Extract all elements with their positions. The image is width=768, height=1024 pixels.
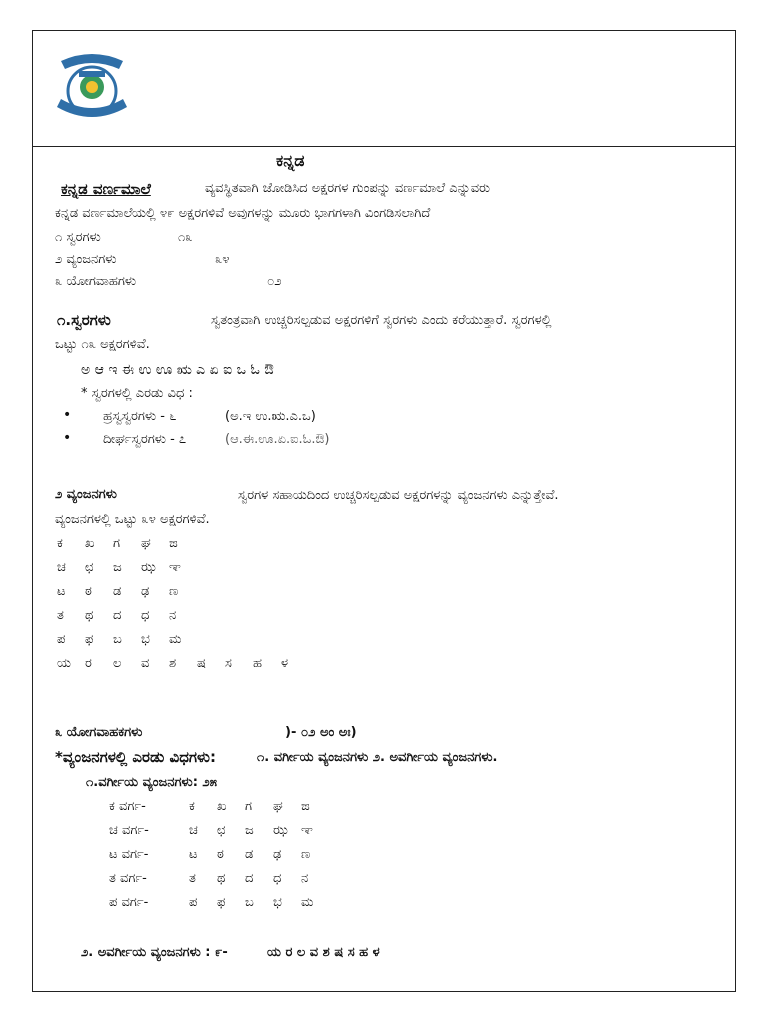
part-label: ೩ ಯೋಗವಾಹಗಳು: [55, 274, 137, 289]
vyanjanas-heading: ೨ ವ್ಯಂಜನಗಳು: [55, 487, 117, 502]
swara-type-label: ದೀರ್ಘಸ್ವರಗಳು - ೭: [103, 432, 187, 447]
varga-letter: ಗ: [245, 799, 253, 814]
varga-letter: ಢ: [273, 847, 282, 862]
school-logo: [53, 47, 131, 127]
vyanjana-letter: ಶ: [169, 656, 177, 671]
vyanjanas-definition2: ವ್ಯಂಜನಗಳಲ್ಲಿ ಒಟ್ಟು ೩೪ ಅಕ್ಷರಗಳಿವೆ.: [55, 512, 210, 527]
swaras-definition2: ಒಟ್ಟು ೧೩ ಅಕ್ಷರಗಳಿವೆ.: [55, 337, 150, 352]
varga-letter: ಠ: [217, 847, 224, 862]
vargiya-heading: ೧.ವರ್ಗೀಯ ವ್ಯಂಜನಗಳು: ೨೫: [86, 775, 217, 790]
swara-type-letters: (ಅ.ಇ ಉ.ಋ.ಎ.ಒ): [225, 409, 316, 424]
varga-letter: ಧ: [273, 871, 282, 886]
vyanjana-letter: ರ: [85, 656, 92, 671]
vyanjana-letter: ಲ: [113, 656, 122, 671]
vyanjana-letter: ಪ: [57, 632, 66, 647]
varga-letter: ನ: [301, 871, 309, 886]
yogavahas-value: )- ೦೨ ಅಂ ಅಃ): [285, 725, 357, 740]
vyanjana-letter: ಣ: [169, 584, 179, 599]
bullet-icon: •: [63, 430, 72, 446]
varga-name: ಪ ವರ್ಗ-: [109, 895, 149, 910]
avargiya-heading: ೨. ಅವರ್ಗೀಯ ವ್ಯಂಜನಗಳು : ೯-: [81, 945, 228, 960]
varga-letter: ಞ: [301, 823, 313, 838]
swara-letters: ಅ ಆ ಇ ಈ ಉ ಊ ಋ ಎ ಏ ಐ ಒ ಓ ಔ: [81, 362, 274, 378]
vyanjana-letter: ದ: [113, 608, 122, 623]
yogavahas-heading: ೩ ಯೋಗವಾಹಕಗಳು: [55, 725, 143, 740]
intro-heading: ಕನ್ನಡ ವರ್ಣಮಾಲೆ: [61, 180, 151, 198]
part-count: ೩೪: [215, 252, 230, 267]
vyanjana-letter: ವ: [141, 656, 150, 671]
varga-letter: ಝ: [273, 823, 288, 838]
vyanjana-letter: ಛ: [85, 560, 94, 575]
part-label: ೧ ಸ್ವರಗಳು: [55, 230, 101, 245]
varga-name: ಟ ವರ್ಗ-: [109, 847, 149, 862]
avargiya-letters: ಯ ರ ಲ ವ ಶ ಷ ಸ ಹ ಳ: [267, 945, 380, 960]
part-label: ೨ ವ್ಯಂಜನಗಳು: [55, 252, 117, 267]
varga-letter: ಫ: [217, 895, 226, 910]
swara-types-heading: * ಸ್ವರಗಳಲ್ಲಿ ಎರಡು ವಿಧ :: [81, 386, 193, 401]
part-count: ೦೨: [267, 274, 282, 289]
vyanjana-letter: ಕ: [57, 536, 63, 551]
vyanjana-letter: ಯ: [57, 656, 71, 671]
varga-name: ಕ ವರ್ಗ-: [109, 799, 146, 814]
intro-definition: ವ್ಯವಸ್ಥಿತವಾಗಿ ಜೋಡಿಸಿದ ಅಕ್ಷರಗಳ ಗುಂಪನ್ನು ವರ್ಣಮಾಲೆ ಎನ್ನುವರು: [205, 181, 491, 196]
vyanjana-letter: ಭ: [141, 632, 150, 647]
varga-name: ಚ ವರ್ಗ-: [109, 823, 149, 838]
vyanjana-letter: ಮ: [169, 632, 182, 647]
vyanjana-letter: ಠ: [85, 584, 92, 599]
swara-type-letters: (ಆ.ಈ.ಊ.ಏ.ಐ.ಓ.ಔ): [225, 432, 330, 447]
swaras-heading: ೧.ಸ್ವರಗಳು: [57, 311, 111, 329]
vyanjana-letter: ಸ: [225, 656, 232, 671]
intro-line2: ಕನ್ನಡ ವರ್ಣಮಾಲೆಯಲ್ಲಿ ೪೯ ಅಕ್ಷರಗಳಿವೆ ಅವುಗಳನ್ನು ಮೂರು ಭಾಗಗಳಾಗಿ ವಿಂಗಡಿಸಲಾಗಿದೆ: [55, 206, 431, 221]
vyanjana-letter: ಷ: [197, 656, 206, 671]
varga-letter: ತ: [189, 871, 196, 886]
vyanjana-letter: ಡ: [113, 584, 122, 599]
varga-letter: ಥ: [217, 871, 226, 886]
varga-letter: ಪ: [189, 895, 198, 910]
varga-letter: ಘ: [273, 799, 283, 814]
varga-letter: ಙ: [301, 799, 310, 814]
header: [33, 31, 735, 147]
vyanjana-letter: ಫ: [85, 632, 94, 647]
bullet-icon: •: [63, 407, 72, 423]
vyanjana-letter: ಘ: [141, 536, 151, 551]
varga-name: ತ ವರ್ಗ-: [109, 871, 147, 886]
vyanjana-letter: ಹ: [253, 656, 263, 671]
vyanjana-letter: ಜ: [113, 560, 122, 575]
varga-letter: ಡ: [245, 847, 254, 862]
varga-letter: ಣ: [301, 847, 311, 862]
varga-letter: ದ: [245, 871, 254, 886]
vyanjana-letter: ಬ: [113, 632, 122, 647]
page-title: ಕನ್ನಡ: [276, 151, 305, 170]
varga-letter: ಬ: [245, 895, 254, 910]
vyanjana-letter: ಗ: [113, 536, 121, 551]
varga-letter: ಕ: [189, 799, 195, 814]
vyanjana-letter: ಳ: [281, 656, 289, 671]
vyanjana-letter: ಥ: [85, 608, 94, 623]
swara-type-label: ಹ್ರಸ್ವಸ್ವರಗಳು - ೬: [103, 409, 177, 424]
vyanjana-letter: ಧ: [141, 608, 150, 623]
vyanjana-letter: ಢ: [141, 584, 150, 599]
vyanjana-letter: ಝ: [141, 560, 156, 575]
varga-letter: ಟ: [189, 847, 198, 862]
vyanjanas-definition: ಸ್ವರಗಳ ಸಹಾಯದಿಂದ ಉಚ್ಚರಿಸಲ್ಪಡುವ ಅಕ್ಷರಗಳನ್ನು ವ್ಯಂಜನಗಳು ಎನ್ನುತ್ತೇವೆ.: [238, 488, 559, 503]
vyanjana-letter: ಖ: [85, 536, 95, 551]
varga-letter: ಜ: [245, 823, 254, 838]
vyanjana-letter: ನ: [169, 608, 177, 623]
vyanjana-letter: ಚ: [57, 560, 66, 575]
varga-letter: ಛ: [217, 823, 226, 838]
vyanjana-types-text: ೧. ವರ್ಗೀಯ ವ್ಯಂಜನಗಳು ೨. ಅವರ್ಗೀಯ ವ್ಯಂಜನಗಳು.: [257, 750, 498, 765]
vyanjana-letter: ಟ: [57, 584, 66, 599]
vyanjana-letter: ತ: [57, 608, 64, 623]
part-count: ೧೩: [178, 230, 193, 245]
page-frame: [32, 30, 736, 992]
vyanjana-letter: ಙ: [169, 536, 178, 551]
varga-letter: ಖ: [217, 799, 227, 814]
varga-letter: ಚ: [189, 823, 198, 838]
varga-letter: ಮ: [301, 895, 314, 910]
swaras-definition: ಸ್ವತಂತ್ರವಾಗಿ ಉಚ್ಚರಿಸಲ್ಪಡುವ ಅಕ್ಷರಗಳಿಗೆ ಸ್ವರಗಳು ಎಂದು ಕರೆಯುತ್ತಾರೆ. ಸ್ವರಗಳಲ್ಲಿ: [211, 313, 552, 328]
vyanjana-types-heading: *ವ್ಯಂಜನಗಳಲ್ಲಿ ಎರಡು ವಿಧಗಳು:: [55, 748, 216, 766]
vyanjana-letter: ಞ: [169, 560, 181, 575]
varga-letter: ಭ: [273, 895, 282, 910]
